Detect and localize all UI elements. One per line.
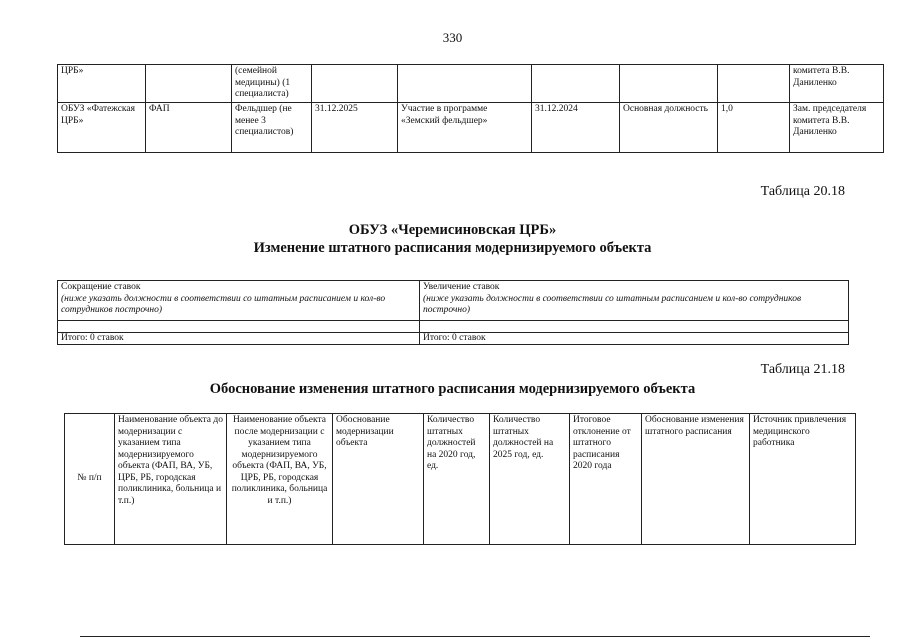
increase-header-cell [420, 281, 849, 321]
column-header: Наименование объекта после модернизации с указанием типа модернизируемого объекта (ФАП, ВА, УБ, ЦРБ, РБ, городская поликлиника, больница и т.п.) [227, 414, 333, 545]
top-table [57, 64, 884, 153]
table-row [58, 321, 849, 333]
table-cell: 1,0 [718, 103, 790, 153]
table-cell: 31.12.2025 [312, 103, 398, 153]
column-header: № п/п [65, 414, 115, 545]
table-cell [532, 65, 620, 103]
page-bottom-edge [80, 636, 870, 637]
table-row [58, 281, 849, 321]
table-cell: Участие в программе «Земский фельдшер» [398, 103, 532, 153]
table-21-title: Обоснование изменения штатного расписания модернизируемого объекта [209, 381, 696, 397]
column-header: Обоснование изменения штатного расписания [642, 414, 750, 545]
table-cell: 31.12.2024 [532, 103, 620, 153]
table-cell: комитета В.В. Даниленко [790, 65, 884, 103]
table-cell [398, 65, 532, 103]
increase-note: (ниже указать должности в соответствии со штатным расписанием и кол-во сотрудников построчно) [423, 293, 802, 315]
column-header: Количество штатных должностей на 2025 год, ед. [490, 414, 570, 545]
reduction-header: Сокращение ставок [61, 282, 141, 292]
reduction-total: Итого: 0 ставок [58, 333, 420, 345]
table-20-subtitle: Изменение штатного расписания модернизируемого объекта [253, 240, 652, 256]
justification-table [64, 413, 856, 545]
table-cell [58, 321, 420, 333]
table-20-label: Таблица 20.18 [760, 184, 845, 199]
page-number: 330 [442, 30, 463, 45]
table-cell: ОБУЗ «Фатежская ЦРБ» [58, 103, 146, 153]
table-cell [718, 65, 790, 103]
increase-total: Итого: 0 ставок [420, 333, 849, 345]
table-header-row [65, 414, 856, 545]
table-cell: (семейной медицины) (1 специалиста) [232, 65, 312, 103]
table-row [58, 333, 849, 345]
table-cell: Фельдшер (не менее 3 специалистов) [232, 103, 312, 153]
table-cell [420, 321, 849, 333]
column-header: Итоговое отклонение от штатного расписания 2020 года [570, 414, 642, 545]
column-header: Количество штатных должностей на 2020 год, ед. [424, 414, 490, 545]
reduction-header-cell [58, 281, 420, 321]
table-row [58, 103, 884, 153]
table-cell [146, 65, 232, 103]
increase-header: Увеличение ставок [423, 282, 500, 292]
table-20-title: ОБУЗ «Черемисиновская ЦРБ» [348, 222, 557, 238]
table-cell: ЦРБ» [58, 65, 146, 103]
table-row [58, 65, 884, 103]
table-cell: Зам. председателя комитета В.В. Даниленко [790, 103, 884, 153]
table-cell: ФАП [146, 103, 232, 153]
table-cell: Основная должность [620, 103, 718, 153]
table-cell [620, 65, 718, 103]
table-cell [312, 65, 398, 103]
column-header: Наименование объекта до модернизации с указанием типа модернизируемого объекта (ФАП, ВА, УБ, ЦРБ, РБ, городская поликлиника, больница и т.п.) [115, 414, 227, 545]
staff-change-table [57, 280, 849, 345]
reduction-note: (ниже указать должности в соответствии со штатным расписанием и кол-во сотрудников построчно) [61, 293, 386, 315]
column-header: Обоснование модернизации объекта [333, 414, 424, 545]
column-header: Источник привлечения медицинского работника [750, 414, 856, 545]
table-21-label: Таблица 21.18 [760, 362, 845, 377]
